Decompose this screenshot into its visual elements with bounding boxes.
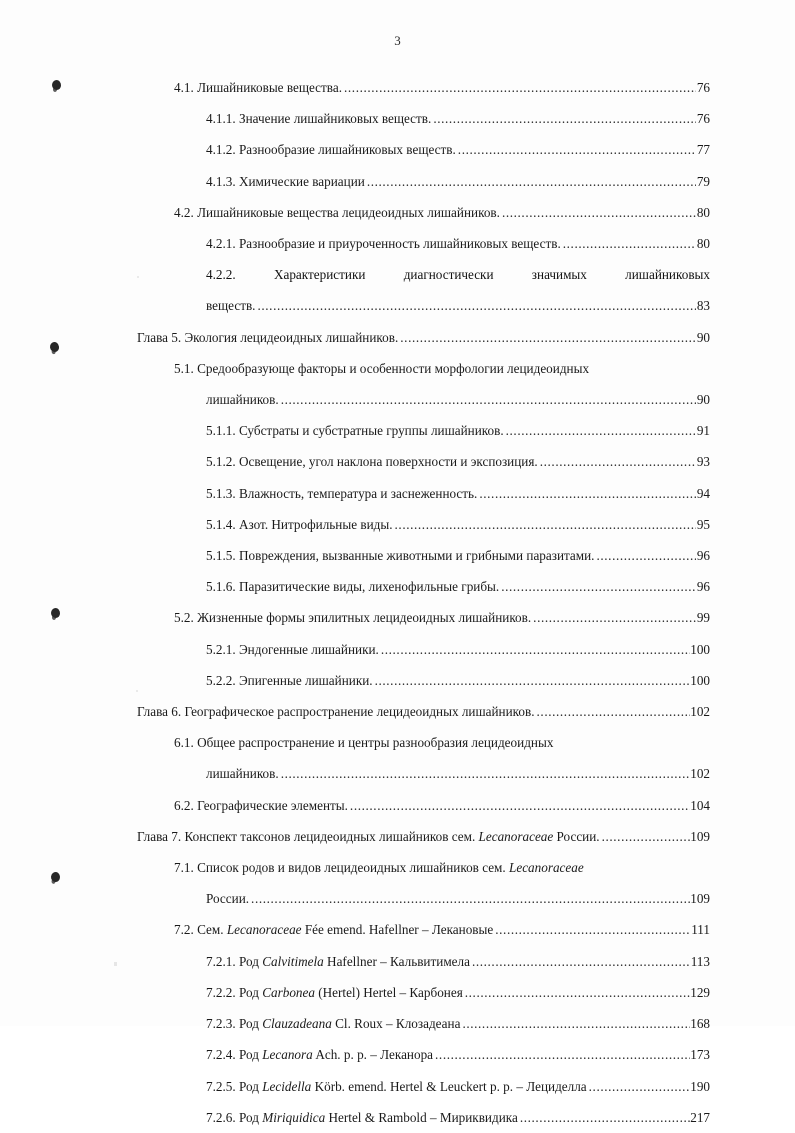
toc-entry-title: 5.2. Жизненные формы эпилитных лецидеоидных лишайников. — [174, 610, 532, 626]
toc-entry-title: 4.1. Лишайниковые вещества. — [174, 80, 342, 95]
toc-text-prefix: 7.2.6. Род — [206, 1109, 263, 1125]
dot-leader — [506, 424, 697, 437]
toc-entry-title — [206, 1102, 518, 1133]
toc-entry[interactable] — [0, 103, 795, 134]
table-of-contents — [0, 72, 795, 1133]
toc-entry[interactable] — [0, 571, 795, 602]
toc-entry-title: 4.1.1. Значение лишайниковых веществ. — [206, 111, 432, 127]
dot-leader — [602, 830, 690, 843]
toc-entry-page: 99 — [696, 610, 710, 626]
toc-text-suffix: Cl. Roux – Клозадеана — [331, 1016, 461, 1032]
toc-entry[interactable] — [0, 852, 795, 883]
toc-entry-title: Глава 6. Географическое распространение лецидеоидных лишайников. — [137, 704, 535, 720]
toc-entry-title: 6.1. Общее распространение и центры разнообразия лецидеоидных — [174, 735, 554, 751]
toc-entry-title: 4.1.3. Химические вариации — [206, 173, 365, 189]
toc-entry-page: 109 — [690, 828, 710, 844]
toc-entry-page: 111 — [691, 922, 710, 938]
toc-entry[interactable] — [0, 946, 795, 977]
toc-entry-page: 90 — [696, 392, 710, 408]
toc-text-prefix: 7.1. Список родов и видов лецидеоидных лишайников сем. — [174, 860, 509, 876]
dot-leader — [344, 81, 696, 94]
toc-entry-page: 100 — [690, 672, 710, 688]
page-number: 3 — [394, 33, 401, 48]
toc-entry-page: 100 — [690, 641, 710, 657]
toc-entry[interactable] — [0, 478, 795, 509]
dot-leader — [520, 1111, 690, 1124]
toc-entry-title — [137, 821, 600, 852]
toc-entry-page: 90 — [696, 329, 710, 345]
dot-leader — [465, 986, 690, 999]
toc-entry-title: 5.2.1. Эндогенные лишайники. — [206, 641, 379, 657]
toc-entry-title — [206, 946, 470, 977]
species-name-italic: Lecanoraceae — [478, 828, 554, 844]
dot-leader — [596, 549, 696, 562]
toc-text-prefix: 7.2.5. Род — [206, 1078, 263, 1094]
toc-entry-page: 95 — [696, 516, 710, 532]
dot-leader — [540, 455, 697, 468]
species-name-italic: Miriquidica — [262, 1109, 326, 1125]
toc-entry-title: 5.1.1. Субстраты и субстратные группы лишайников. — [206, 423, 504, 439]
toc-entry-title — [206, 1039, 433, 1070]
toc-entry[interactable] — [0, 166, 795, 197]
toc-entry-title: Глава 5. Экология лецидеоидных лишайников. — [137, 329, 399, 345]
toc-entry-page: 168 — [690, 1016, 710, 1032]
toc-text-prefix: Глава 7. Конспект таксонов лецидеоидных лишайников сем. — [137, 828, 479, 844]
toc-entry-title — [206, 1008, 460, 1039]
dot-leader — [281, 767, 690, 780]
toc-entry[interactable] — [0, 914, 795, 945]
toc-entry-continuation[interactable] — [0, 384, 795, 415]
toc-entry-title: 4.1.2. Разнообразие лишайниковых веществ. — [206, 142, 456, 158]
toc-entry-line-justified[interactable]: 4.2.2. Характеристики диагностически значимых лишайниковых — [206, 267, 710, 283]
toc-entry[interactable] — [0, 634, 795, 665]
toc-entry-title: 4.2. Лишайниковые вещества лецидеоидных лишайников. — [174, 204, 500, 220]
dot-leader — [257, 299, 696, 312]
toc-entry-page: 77 — [696, 142, 710, 158]
toc-entry-title: 5.1.2. Освещение, угол наклона поверхности и экспозиция. — [206, 454, 538, 470]
toc-entry-continuation[interactable] — [0, 290, 795, 321]
toc-text-suffix: Hertel & Rambold – Мириквидика — [325, 1109, 518, 1125]
species-name-italic: Lecanoraceae — [226, 922, 302, 938]
toc-entry-title — [206, 1071, 587, 1102]
dot-leader — [435, 1048, 690, 1061]
toc-entry-title — [174, 852, 584, 883]
toc-entry[interactable] — [0, 353, 795, 384]
toc-text-suffix: Hafellner – Кальвитимела — [323, 953, 470, 969]
dot-leader — [367, 175, 696, 188]
toc-text-suffix: России. — [553, 828, 600, 844]
toc-entry[interactable] — [0, 415, 795, 446]
toc-entry[interactable] — [0, 1071, 795, 1102]
toc-entry[interactable] — [0, 1008, 795, 1039]
toc-entry-title: 5.2.2. Эпигенные лишайники. — [206, 672, 373, 688]
toc-entry-page: 109 — [690, 891, 710, 907]
dot-leader — [495, 923, 690, 936]
dot-leader — [281, 393, 697, 406]
dot-leader — [533, 611, 696, 624]
toc-entry[interactable] — [0, 602, 795, 633]
species-name-italic: Lecanora — [262, 1047, 313, 1063]
dot-leader — [400, 331, 696, 344]
toc-text-prefix: 7.2.3. Род — [206, 1016, 263, 1032]
dot-leader — [462, 1017, 689, 1030]
toc-entry-page: 217 — [690, 1109, 710, 1125]
toc-entry[interactable] — [0, 228, 795, 259]
toc-entry[interactable] — [0, 197, 795, 228]
toc-entry-title: лишайников. — [206, 766, 279, 782]
toc-entry-title: веществ. — [206, 298, 256, 314]
toc-entry-title: 5.1. Средообразующе факторы и особенности морфологии лецидеоидных — [174, 360, 590, 376]
toc-entry-title: 5.1.6. Паразитические виды, лихенофильные грибы. — [206, 579, 500, 595]
dot-leader — [563, 237, 697, 250]
species-name-italic: Lecidella — [262, 1078, 312, 1094]
toc-entry-title: 5.1.5. Повреждения, вызванные животными и грибными паразитами. — [206, 548, 595, 564]
toc-entry-page: 96 — [696, 548, 710, 564]
dot-leader — [458, 143, 697, 156]
toc-entry-page: 93 — [696, 454, 710, 470]
toc-entry-title: лишайников. — [206, 392, 279, 408]
toc-entry-title: 5.1.3. Влажность, температура и заснеженность. — [206, 485, 478, 501]
toc-entry-title: 4.2.1. Разнообразие и приуроченность лишайниковых веществ. — [206, 236, 561, 252]
toc-entry[interactable] — [0, 1102, 795, 1133]
toc-entry[interactable] — [0, 790, 795, 821]
species-name-italic: Carbonea — [262, 984, 315, 1000]
toc-entry[interactable] — [0, 72, 795, 103]
toc-entry-title: России. — [206, 891, 250, 907]
species-name-italic: Clauzadeana — [262, 1016, 332, 1032]
toc-entry-page: 79 — [696, 173, 710, 189]
toc-entry-chapter[interactable] — [0, 322, 795, 353]
toc-entry[interactable] — [0, 509, 795, 540]
toc-entry-page: 83 — [696, 298, 710, 314]
toc-entry[interactable] — [0, 446, 795, 477]
dot-leader — [381, 643, 690, 656]
toc-entry-continuation[interactable] — [0, 883, 795, 914]
toc-entry-title — [174, 914, 493, 945]
toc-text-suffix: Ach. p. p. – Леканора — [312, 1047, 434, 1063]
toc-entry-page: 129 — [690, 984, 710, 1000]
toc-entry-page: 91 — [696, 423, 710, 439]
toc-entry-page: 94 — [696, 485, 710, 501]
toc-entry-page: 102 — [690, 704, 710, 720]
toc-entry-title: 6.2. Географические элементы. — [174, 797, 348, 813]
toc-entry-page: 113 — [690, 953, 710, 969]
toc-entry-page: 102 — [690, 766, 710, 782]
toc-entry-page: 80 — [696, 204, 710, 220]
dot-leader — [375, 674, 690, 687]
toc-entry-page: 76 — [696, 111, 710, 127]
dot-leader — [251, 892, 690, 905]
toc-entry-title — [206, 977, 463, 1008]
dot-leader — [502, 206, 696, 219]
dot-leader — [589, 1080, 690, 1093]
species-name-italic: Lecanoraceae — [509, 860, 584, 876]
toc-text-suffix: Körb. emend. Hertel & Leuckert p. p. – Лециделла — [311, 1078, 587, 1094]
toc-entry-page: 104 — [690, 797, 710, 813]
toc-entry-page: 76 — [696, 80, 710, 95]
toc-entry[interactable] — [0, 1039, 795, 1070]
toc-text-prefix: 7.2.4. Род — [206, 1047, 263, 1063]
toc-entry[interactable] — [0, 727, 795, 758]
dot-leader — [433, 112, 696, 125]
species-name-italic: Calvitimela — [262, 953, 324, 969]
toc-entry-page: 80 — [696, 236, 710, 252]
toc-entry-page: 173 — [690, 1047, 710, 1063]
toc-text-suffix: Fée emend. Hafellner – Лекановые — [301, 922, 494, 938]
toc-entry-page: 96 — [696, 579, 710, 595]
toc-entry[interactable] — [0, 665, 795, 696]
dot-leader — [537, 705, 690, 718]
toc-entry[interactable] — [0, 134, 795, 165]
dot-leader — [501, 580, 696, 593]
toc-entry-continuation[interactable] — [0, 758, 795, 789]
toc-entry-title: 5.1.4. Азот. Нитрофильные виды. — [206, 516, 393, 532]
toc-entry[interactable] — [0, 977, 795, 1008]
toc-text-prefix: 7.2. Сем. — [174, 922, 227, 938]
toc-entry-page: 190 — [690, 1078, 710, 1094]
toc-entry[interactable] — [0, 540, 795, 571]
dot-leader — [395, 518, 697, 531]
dot-leader — [472, 955, 690, 968]
dot-leader — [350, 799, 690, 812]
dot-leader — [479, 487, 696, 500]
toc-text-prefix: 7.2.2. Род — [206, 984, 263, 1000]
toc-text-suffix: (Hertel) Hertel – Карбонея — [314, 984, 463, 1000]
toc-text-prefix: 7.2.1. Род — [206, 953, 263, 969]
toc-entry-chapter[interactable] — [0, 821, 795, 852]
toc-entry-chapter[interactable] — [0, 696, 795, 727]
